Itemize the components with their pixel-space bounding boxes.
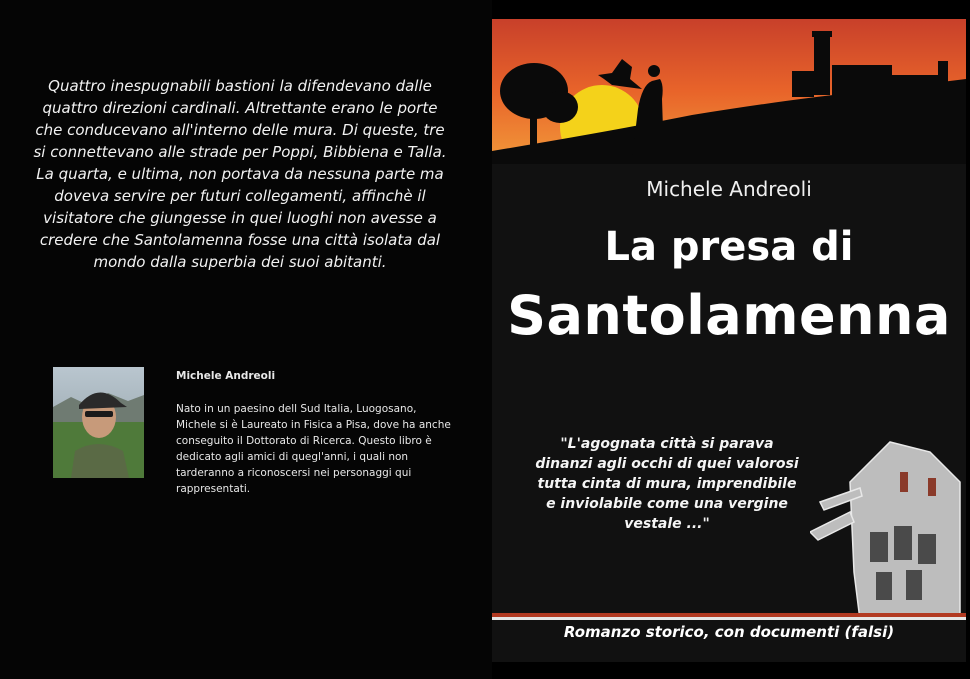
white-stripe <box>492 617 966 620</box>
back-blurb: Quattro inespugnabili bastioni la difendevano dalle quattro direzioni cardinali. Altrettante erano le porte che conducevano all'interno delle mura. Di queste, tre si connettevano alle strade per Poppi, Bibbiena e Talla. La quarta, e ultima, non portava da nessuna parte ma doveva servire per futuri collegamenti, affinchè il visitatore che giungesse in quei luoghi non avesse a credere che Santolamenna fosse una città isolata dal mondo dalla superbia dei suoi abitanti. <box>33 77 447 271</box>
book-title-line-1: La presa di <box>604 224 854 270</box>
book-title-line-2: Santolamenna <box>507 284 951 347</box>
front-cover <box>492 19 966 662</box>
front-author-name: Michele Andreoli <box>646 177 812 201</box>
book-subtitle: Romanzo storico, con documenti (falsi) <box>563 623 895 641</box>
author-bio: Nato in un paesino dell Sud Italia, Luogosano, Michele si è Laureato in Fisica a Pisa, dove ha anche conseguito il Dottorato di Ricerca. Questo libro è dedicato agli amici di quegl'anni, i quali non tarderanno a riconoscersi nei personaggi qui rappresentati. <box>176 403 451 495</box>
medieval-knights-illustration <box>810 422 966 620</box>
author-photo <box>53 367 144 478</box>
author-portrait-image <box>53 367 144 478</box>
cover-quote: "L'agognata città si parava dinanzi agli occhi di quei valorosi tutta cinta di mura, imprendibile e inviolabile come una vergine vestale ..." <box>535 436 799 532</box>
sunset-landscape-illustration <box>492 19 966 164</box>
author-info <box>176 368 456 497</box>
back-author-name: Michele Andreoli <box>176 370 276 382</box>
